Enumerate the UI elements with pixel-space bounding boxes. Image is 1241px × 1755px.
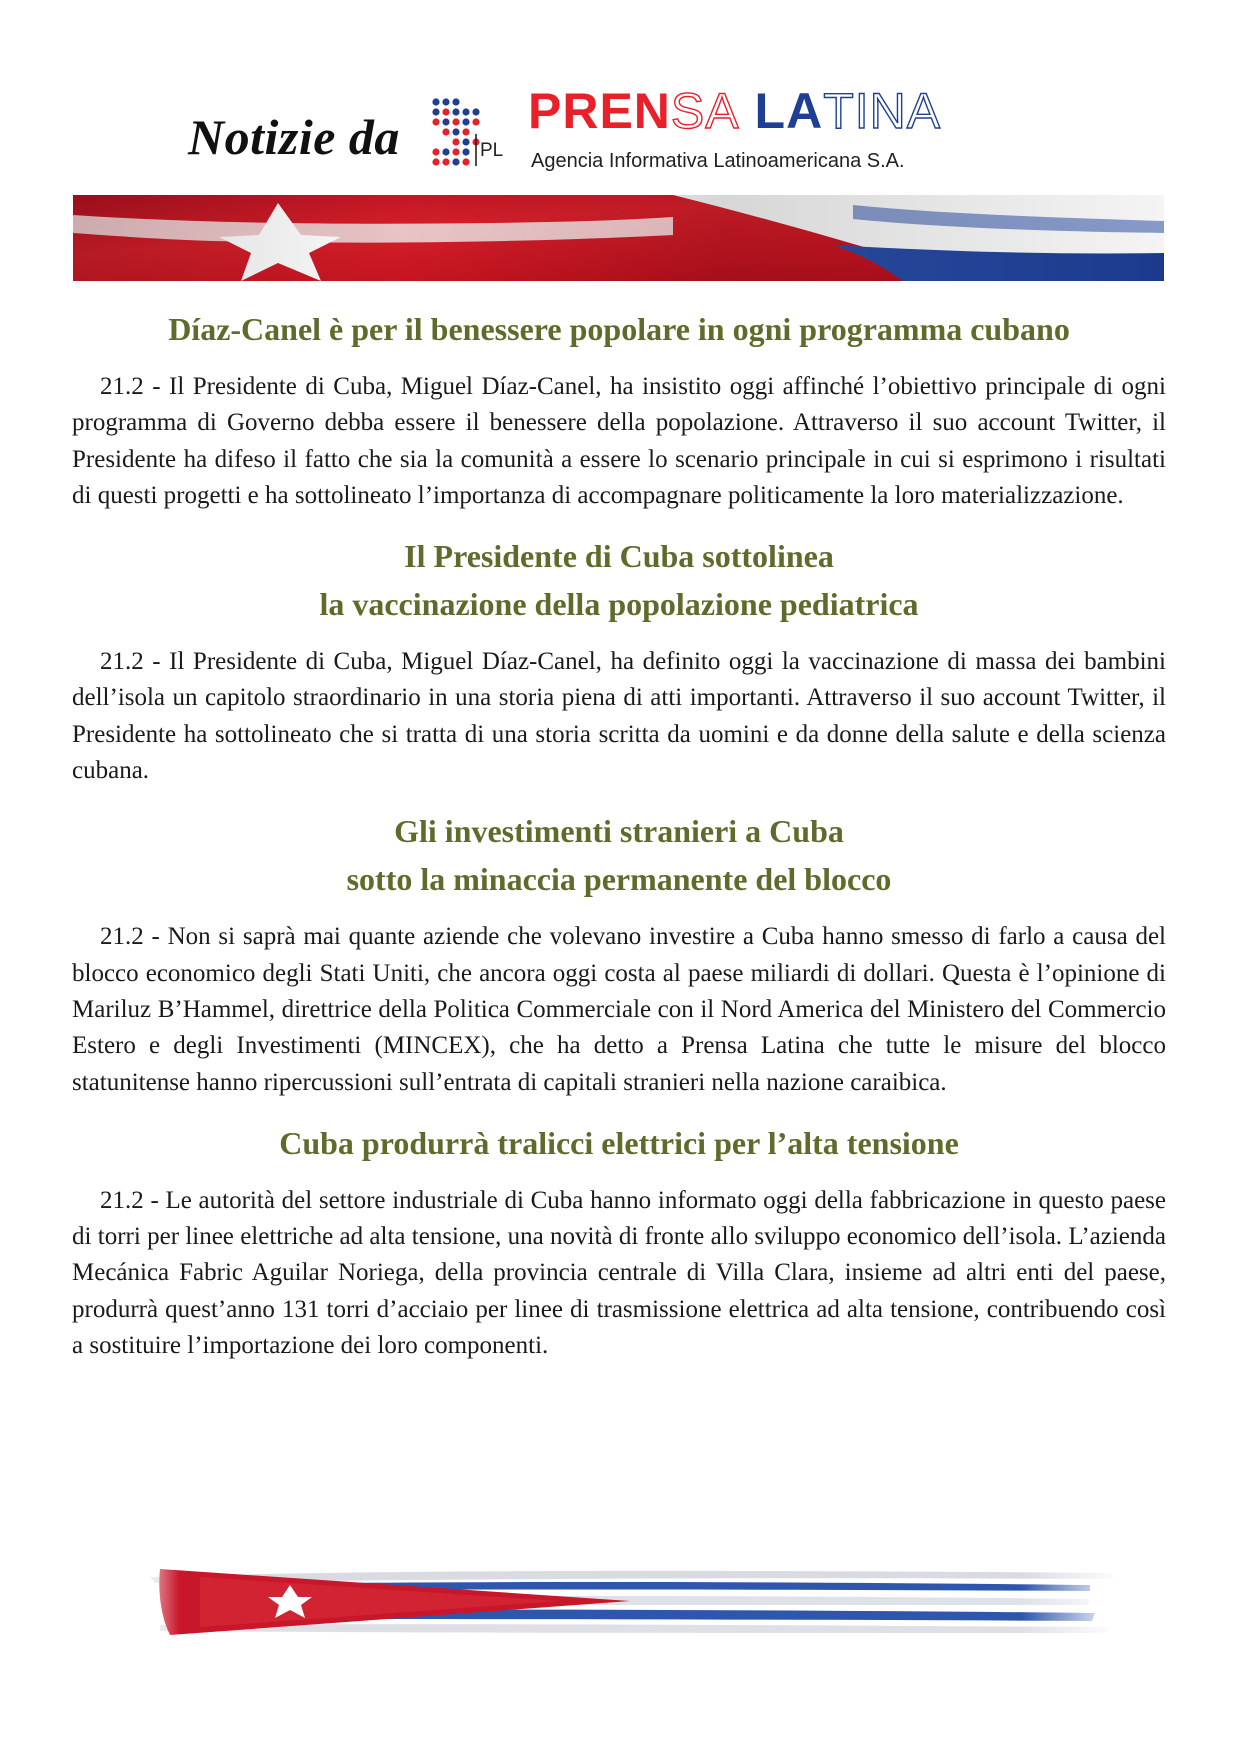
cuban-flag-brush-bottom <box>130 1555 1120 1643</box>
article-1-title: Díaz-Canel è per il benessere popolare in ogni programma cubano <box>168 311 1070 347</box>
article-4-title: Cuba produrrà tralicci elettrici per l’alta tensione <box>279 1124 959 1161</box>
article-2-body: 21.2 - Il Presidente di Cuba, Miguel Díaz-Canel, ha definito oggi la vaccinazione di massa dei bambini dell’isola un capitolo straordinario in una storia piena di atti importanti. Attraverso il suo account Twitter, il Presidente ha sottolineato che si tratta di una storia scritta da uomini e da donne della salute e della scienza cubana. <box>72 648 1166 785</box>
articles-container <box>72 305 1166 1364</box>
article-1-body: 21.2 - Il Presidente di Cuba, Miguel Díaz-Canel, ha insistito oggi affinché l’obiettivo principale di ogni programma di Governo debba essere il benessere della popolazione. Attraverso il suo account Twitter, il Presidente ha difeso il fatto che sia la comunità a essere lo scenario principale in cui si esprimono i risultati di questi progetti e ha sottolineato l’importanza di accompagnare politicamente la loro materializzazione. <box>72 373 1166 509</box>
prensa-latina-logo-mark <box>430 94 510 174</box>
cuban-flag-banner-top <box>73 195 1164 281</box>
article-3-title: Gli investimenti stranieri a Cuba sotto la minaccia permanente del blocco <box>346 813 892 898</box>
prensa-latina-wordmark: PRENSA LATINA <box>528 83 942 139</box>
article-2-title: Il Presidente di Cuba sottolinea la vaccinazione della popolazione pediatrica <box>319 538 919 623</box>
article-4-body: 21.2 - Le autorità del settore industriale di Cuba hanno informato oggi della fabbricazione in questo paese di torri per linee elettriche ad alta tensione, una novità di fronte allo sviluppo economico dell’isola. L’azienda Mecánica Fabric Aguilar Noriega, della provincia centrale di Villa Clara, insieme ad altri enti del paese, produrrà quest’anno 131 torri d’acciaio per linee di trasmissione elettrica ad alta tensione, contribuendo così a sostituire l’importazione dei loro componenti. <box>72 1186 1166 1360</box>
prensa-latina-subtitle: Agencia Informativa Latinoamericana S.A. <box>531 150 905 172</box>
article-3-body: 21.2 - Non si saprà mai quante aziende che volevano investire a Cuba hanno smesso di farlo a causa del blocco economico degli Stati Uniti, che ancora oggi costa al paese miliardi di dollari. Questa è l’opinione di Mariluz B’Hammel, direttrice della Politica Commerciale con il Nord America del Ministero del Commercio Estero e degli Investimenti (MINCEX), che ha detto a Prensa Latina che tutte le misure del blocco statunitense hanno ripercussioni sull’entrata di capitali stranieri nella nazione caraibica. <box>72 923 1166 1096</box>
logo-mark-letters: PL <box>480 140 504 161</box>
page-header <box>0 80 1241 180</box>
notizie-label: Notizie da <box>188 109 400 165</box>
